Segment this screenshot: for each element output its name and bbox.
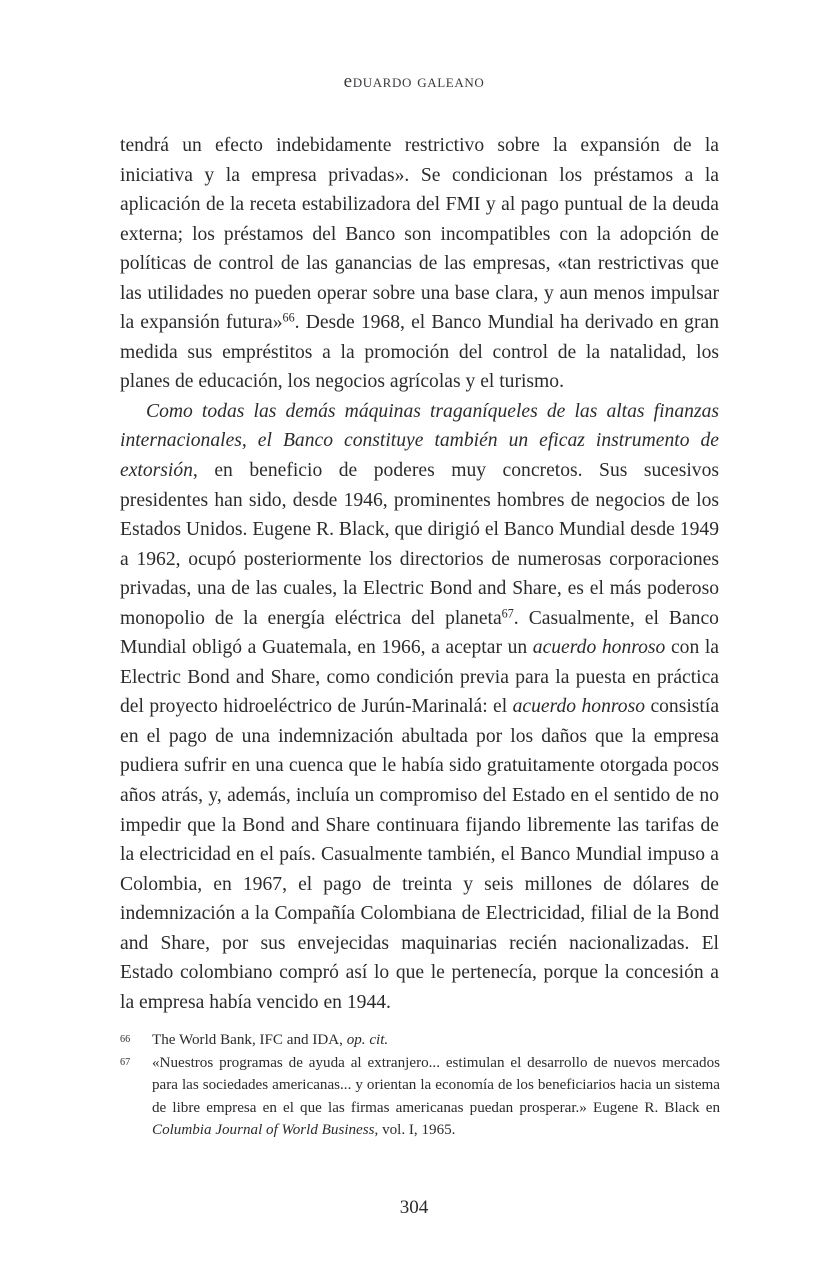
paragraph-2-text-part-2: . Casualmente, el Banco Mundial obligó a Guatemala, en 1966, a aceptar un	[120, 607, 719, 659]
footnote-reference-66[interactable]: 66	[282, 310, 295, 325]
footnote-67-italic-1: Columbia Journal of World Business	[152, 1122, 375, 1139]
paragraph-1	[120, 131, 719, 397]
paragraph-2-italic-2: acuerdo honroso	[532, 637, 666, 659]
paragraph-1-text-part-1: tendrá un efecto indebidamente restrictivo sobre la expansión de la iniciativa y la empresa privadas». Se condicionan los préstamos a la aplicación de la receta estabilizadora del FMI y al pago puntual de la deuda externa; los préstamos del Banco son incompatibles con la adopción de políticas de control de las ganancias de las empresas, «tan restrictivas que las utilidades no pueden operar sobre una base clara, y aun menos impulsar la expansión futura»	[120, 135, 719, 334]
paragraph-2-italic-3: acuerdo honroso	[512, 696, 646, 718]
paragraph-2-text-part-3: con la Electric Bond and Share, como condición previa para la puesta en práctica del proyecto hidroeléctrico de Jurún-Marinalá: el	[120, 637, 719, 718]
footnote-reference-67[interactable]: 67	[501, 606, 514, 621]
footnote-67-part-1: «Nuestros programas de ayuda al extranjero... estimulan el desarrollo de nuevos mercados para las sociedades americanas... y orientan la economía de los beneficiarios hacia un sistema de libre empresa en el que las firmas americanas puedan prosperar.» Eugene R. Black en	[152, 1054, 720, 1116]
paragraph-2-italic-1: Como todas las demás máquinas traganíqueles de las altas finanzas internacionales, el Banco constituye también un eficaz instrumento de extorsión	[120, 400, 719, 482]
footnote-marker-66: 66	[120, 1034, 131, 1045]
paragraph-2	[120, 397, 719, 1017]
footnote-66-part-1: The World Bank, IFC and IDA,	[152, 1032, 347, 1048]
footnote-66-italic-1: op. cit.	[346, 1032, 389, 1048]
footnote-67	[120, 1052, 720, 1142]
paragraph-2-text-part-4: consistía en el pago de una indemnización abultada por los daños que la empresa pudiera sufrir en una cuenca que le había sido gratuitamente otorgada pocos años atrás, y, además, incluía un compromiso del Estado en el sentido de no impedir que la Bond and Share continuara fijando libremente las tarifas de la electricidad en el país. Casualmente también, el Banco Mundial impuso a Colombia, en 1967, el pago de treinta y seis millones de dólares de indemnización a la Compañía Colombiana de Electricidad, filial de la Bond and Share, por sus envejecidas maquinarias recién nacionalizadas. El Estado colombiano compró así lo que le pertenecía, porque la concesión a la empresa había vencido en 1944.	[120, 696, 720, 1013]
footnote-marker-67: 67	[120, 1056, 131, 1068]
page-number: 304	[399, 1197, 429, 1218]
footnotes-section	[120, 1029, 720, 1142]
footnote-66-text	[152, 1029, 720, 1052]
paragraph-1-text-part-2: . Desde 1968, el Banco Mundial ha derivado en gran medida sus empréstitos a la promoción del control de la natalidad, los planes de educación, los negocios agrícolas y el turismo.	[120, 312, 719, 393]
running-head: eduardo galeano	[343, 71, 485, 92]
footnote-67-part-2: , vol. I, 1965.	[374, 1122, 456, 1139]
paragraph-2-text-part-1: , en beneficio de poderes muy concretos. Sus sucesivos presidentes han sido, desde 1946, prominentes hombres de negocios de los Estados Unidos. Eugene R. Black, que dirigió el Banco Mundial desde 1949 a 1962, ocupó posteriormente los directorios de numerosas corporaciones privadas, una de las cuales, la Electric Bond and Share, es el más poderoso monopolio de la energía eléctrica del planeta	[120, 460, 719, 629]
footnote-67-text	[152, 1052, 720, 1142]
footnote-66	[120, 1029, 720, 1052]
body-text-block	[120, 131, 719, 1017]
